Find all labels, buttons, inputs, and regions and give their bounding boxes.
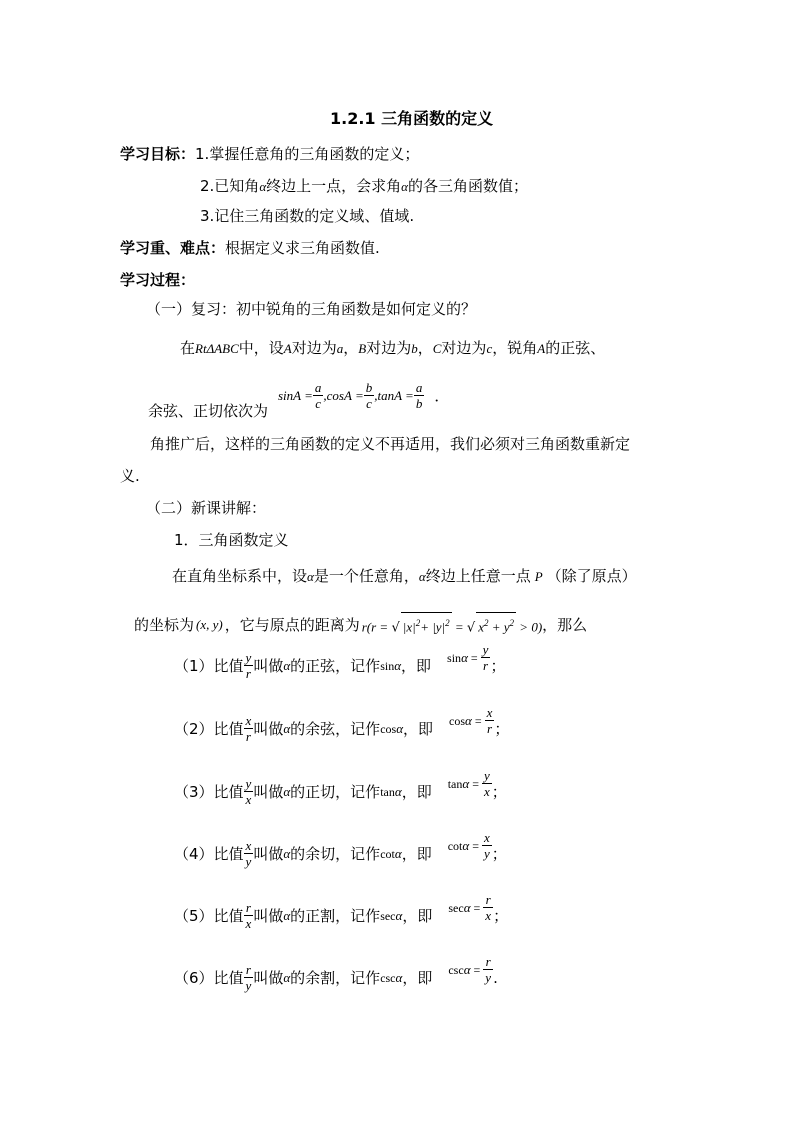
definition-paragraph: 在直角坐标系中，设α是一个任意角，α终边上任意一点 P （除了原点）: [172, 567, 637, 585]
definition-row: （5）比值 $\frac{r}{x}$ 叫做 α 的正割，记作 sec α ，即 sec α = $\frac{r}{x}$ ；: [174, 892, 509, 931]
definition-row: （6）比值 $\frac{r}{y}$ 叫做 α 的余割，记作 csc α ，即 csc α = $\frac{r}{y}$ .: [174, 954, 498, 993]
objective-1: 1.掌握任意角的三角函数的定义；: [195, 145, 420, 163]
page-title: 1.2.1 三角函数的定义: [330, 109, 494, 128]
key-points: [120, 238, 380, 258]
objective-3: 3.记住三角函数的定义域、值域.: [200, 207, 415, 225]
review-line-2-text: 余弦、正切依次为: [148, 402, 269, 420]
review-heading: （一）复习：初中锐角的三角函数是如何定义的？: [146, 300, 477, 318]
objectives: [120, 144, 419, 164]
fraction-a-over-b: $\frac{a}{b}$: [415, 380, 423, 411]
new-lesson-heading: （二）新课讲解：: [146, 499, 267, 517]
objectives-label: 学习目标：: [120, 145, 196, 163]
definition-row: （4）比值 $\frac{x}{y}$ 叫做 α 的余切，记作 cot α ，即 cot α = $\frac{x}{y}$ ；: [174, 830, 507, 869]
objective-2: 2.已知角α终边上一点，会求角α的各三角函数值；: [200, 177, 528, 195]
distance-formula: r(r = √ $|x|^2+ |y|^2$ = √ $x^2 + y^2 > 0$): [362, 612, 542, 638]
review-line-1: 在RtΔABC中，设A对边为a，B对边为b，C对边为c，锐角A的正弦、: [180, 339, 606, 357]
process-label: 学习过程：: [120, 271, 196, 289]
definition-row: （1）比值 $\frac{y}{r}$ 叫做 α 的正弦，记作 sin α ，即 sin α = $\frac{y}{r}$ ；: [174, 642, 506, 681]
coordinate-line: 的坐标为 (x, y) ，它与原点的距离为 r(r = √ $|x|^2+ |y|^2$ = √ $x^2 + y^2 > 0$) ，那么: [134, 612, 587, 638]
key-points-label: 学习重、难点：: [120, 239, 226, 257]
review-note-line-2: 义.: [120, 467, 140, 485]
definition-subheading: 1．三角函数定义: [174, 531, 289, 549]
key-points-text: 根据定义求三角函数值.: [225, 239, 380, 257]
fraction-b-over-c: $\frac{b}{c}$: [365, 380, 373, 411]
fraction-a-over-c: $\frac{a}{c}$: [314, 380, 322, 411]
definition-row: （3）比值 $\frac{y}{x}$ 叫做 α 的正切，记作 tan α ，即 tan α = $\frac{y}{x}$ ；: [174, 768, 507, 807]
definition-row: （2）比值 $\frac{x}{r}$ 叫做 α 的余弦，记作 cos α ，即 cos α = $\frac{x}{r}$ ；: [174, 705, 510, 744]
review-note-line-1: 角推广后，这样的三角函数的定义不再适用，我们必须对三角函数重新定: [150, 435, 631, 453]
acute-angle-formulas: sinA = $\frac{a}{c}$ ,cosA = $\frac{b}{c}$ ,tanA = $\frac{a}{b}$ ．: [278, 380, 450, 411]
